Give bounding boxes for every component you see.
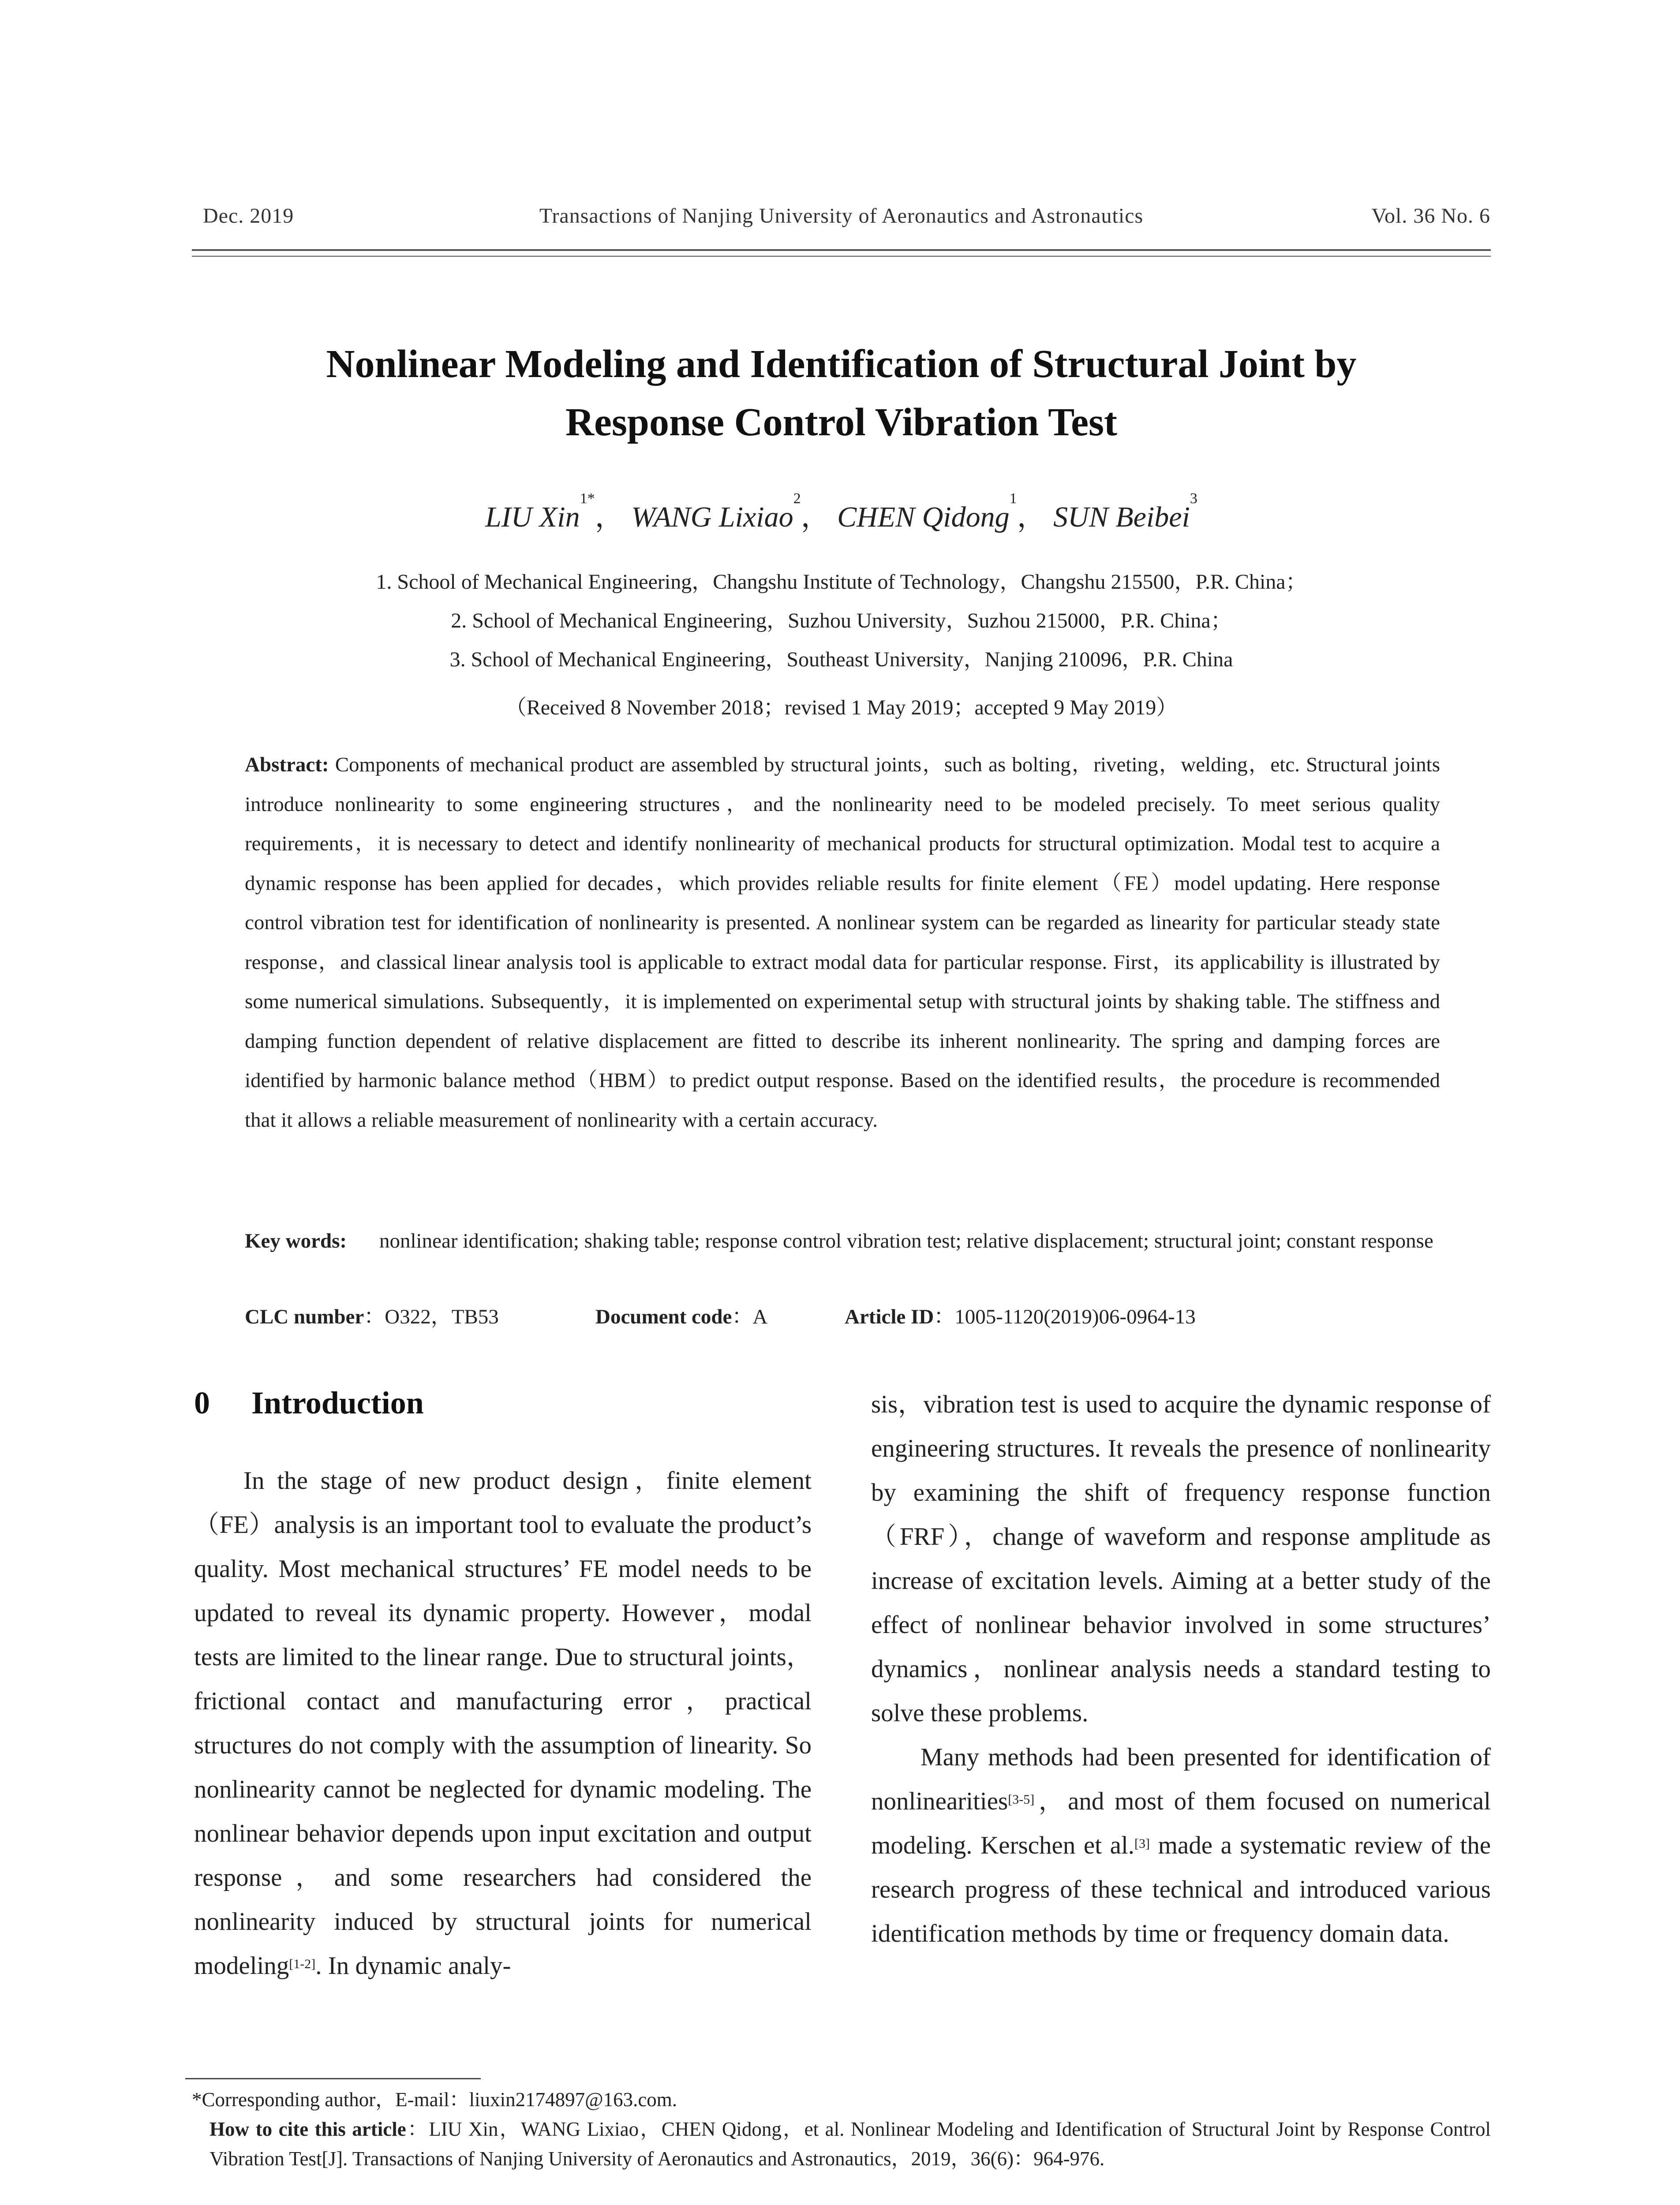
footnote-rule (185, 2078, 481, 2079)
title-line-1: Nonlinear Modeling and Identification of Structural Joint by (326, 342, 1357, 386)
body-paragraph: sis，vibration test is used to acquire the dynamic response of engineering structures. It reveals the presence of nonlinearity by examining the shift of frequency response function（FRF），change of waveform and response amplitude as increase of excitation levels. Aiming at a better study of the effect of nonlinear behavior involved in some structures’ dynamics，nonlinear analysis needs a standard testing to solve these problems. (871, 1390, 1491, 1727)
header-rule-thin (192, 256, 1491, 257)
author-separator: ， (1017, 501, 1046, 533)
abstract-label: Abstract: (245, 753, 329, 776)
header-journal: Transactions of Nanjing University of Aeronautics and Astronautics (539, 204, 1144, 228)
body-text: made a systematic review of the research progress of these technical and introduced various identification methods by time or frequency domain data. (871, 1831, 1491, 1947)
doi-link[interactable] (210, 2203, 638, 2205)
header-volume: Vol. 36 No. 6 (1371, 204, 1490, 228)
keywords-label: Key words: (245, 1230, 347, 1252)
citation-ref: [1-2] (289, 1957, 316, 1971)
author-affil-mark: 1 (1009, 490, 1017, 507)
author-list (192, 490, 1491, 535)
classification-line (245, 1300, 499, 1330)
article-id-value: ：1005-1120(2019)06-0964-13 (934, 1305, 1196, 1328)
citation-ref: [3] (1134, 1836, 1150, 1851)
author-affil-mark: 3 (1190, 490, 1197, 507)
abstract-text: Components of mechanical product are assembled by structural joints，such as bolting，riveting，welding，etc. Structural joints introduce nonlinearity to some engineering structures，and the nonlinearity need to be modeled precisely. To meet serious quality requirements，it is necessary to detect and identify nonlinearity of mechanical products for structural optimization. Modal test to acquire a dynamic response has been applied for decades，which provides reliable results for finite element（FE）model updating. Here response control vibration test for identification of nonlinearity is presented. A nonlinear system can be regarded as linearity for particular steady state response，and classical linear analysis tool is applicable to extract modal data for particular response. First，its applicability is illustrated by some numerical simulations. Subsequently，it is implemented on experimental setup with structural joints by shaking table. The stiffness and damping function dependent of relative displacement are fitted to describe its inherent nonlinearity. The spring and damping forces are identified by harmonic balance method（HBM）to predict output response. Based on the identified results，the procedure is recommended that it allows a reliable measurement of nonlinearity with a certain accuracy. (245, 753, 1440, 1132)
body-text: ，and most of them focused on numerical modeling. Kerschen et al. (871, 1787, 1491, 1859)
abstract (245, 745, 1440, 1140)
keywords-text: nonlinear identification; shaking table; response control vibration test; relative displacement; structural joint; constant response (379, 1230, 1433, 1252)
author-separator: ， (801, 501, 830, 533)
author-affil-mark: 2 (793, 490, 801, 507)
section-heading (194, 1385, 424, 1421)
author-name: LIU Xin (485, 501, 580, 533)
author-name: SUN Beibei (1053, 501, 1190, 533)
header-date: Dec. 2019 (203, 204, 294, 228)
citation-ref: [3-5] (1008, 1792, 1035, 1807)
article-id (845, 1300, 1196, 1330)
affiliation-1: 1. School of Mechanical Engineering，Changshu Institute of Technology，Changshu 215500，P.R. China； (376, 570, 1307, 594)
body-right-column (871, 1383, 1491, 1956)
doc-code-label: Document code (595, 1305, 732, 1328)
author-name: WANG Lixiao (631, 501, 793, 533)
clc-label: CLC number (245, 1305, 364, 1328)
author-affil-mark: 1* (580, 490, 595, 507)
cite-text: ：LIU Xin，WANG Lixiao，CHEN Qidong，et al. Nonlinear Modeling and Identification of Structural Joint by Response Control Vibration Test[J]. Transactions of Nanjing University of Aeronautics and Astronautics，2019，36(6)：964-976. (210, 2118, 1491, 2170)
section-title: Introduction (251, 1385, 424, 1420)
header-rule (192, 249, 1491, 251)
body-paragraph (194, 1459, 812, 1988)
citation-note (210, 2115, 1491, 2174)
clc-value: ：O322，TB53 (364, 1305, 499, 1328)
doc-code-value: ：A (732, 1305, 768, 1328)
affiliation-3: 3. School of Mechanical Engineering，Southeast University，Nanjing 210096，P.R. China (449, 648, 1233, 671)
body-left-column (194, 1459, 812, 1988)
paper-title (192, 335, 1491, 452)
title-line-2: Response Control Vibration Test (565, 400, 1118, 444)
affiliation-2: 2. School of Mechanical Engineering，Suzhou University，Suzhou 215000，P.R. China； (451, 609, 1232, 632)
document-code (595, 1300, 767, 1330)
body-paragraph (871, 1735, 1491, 1956)
received-dates: （Received 8 November 2018；revised 1 May 2019；accepted 9 May 2019） (505, 696, 1178, 719)
corresponding-author-note: *Corresponding author，E-mail：liuxin2174897@163.com. (192, 2089, 677, 2111)
author-separator: ， (595, 501, 624, 533)
cite-label: How to cite this article (210, 2118, 406, 2140)
author-name: CHEN Qidong (837, 501, 1010, 533)
body-text: Many methods had been presented for identification of nonlinearities (871, 1743, 1491, 1815)
body-text: In the stage of new product design，finite element（FE）analysis is an important tool to evaluate the product’s quality. Most mechanical structures’ FE model needs to be updated to reveal its dynamic property. However，modal tests are limited to the linear range. Due to structural joints，frictional contact and manufacturing error，practical structures do not comply with the assumption of linearity. So nonlinearity cannot be neglected for dynamic modeling. The nonlinear behavior depends upon input excitation and output response，and some researchers had considered the nonlinearity induced by structural joints for numerical modeling (194, 1467, 812, 1980)
section-number: 0 (194, 1385, 210, 1420)
article-id-label: Article ID (845, 1305, 934, 1328)
body-text: . In dynamic analy- (315, 1952, 511, 1980)
